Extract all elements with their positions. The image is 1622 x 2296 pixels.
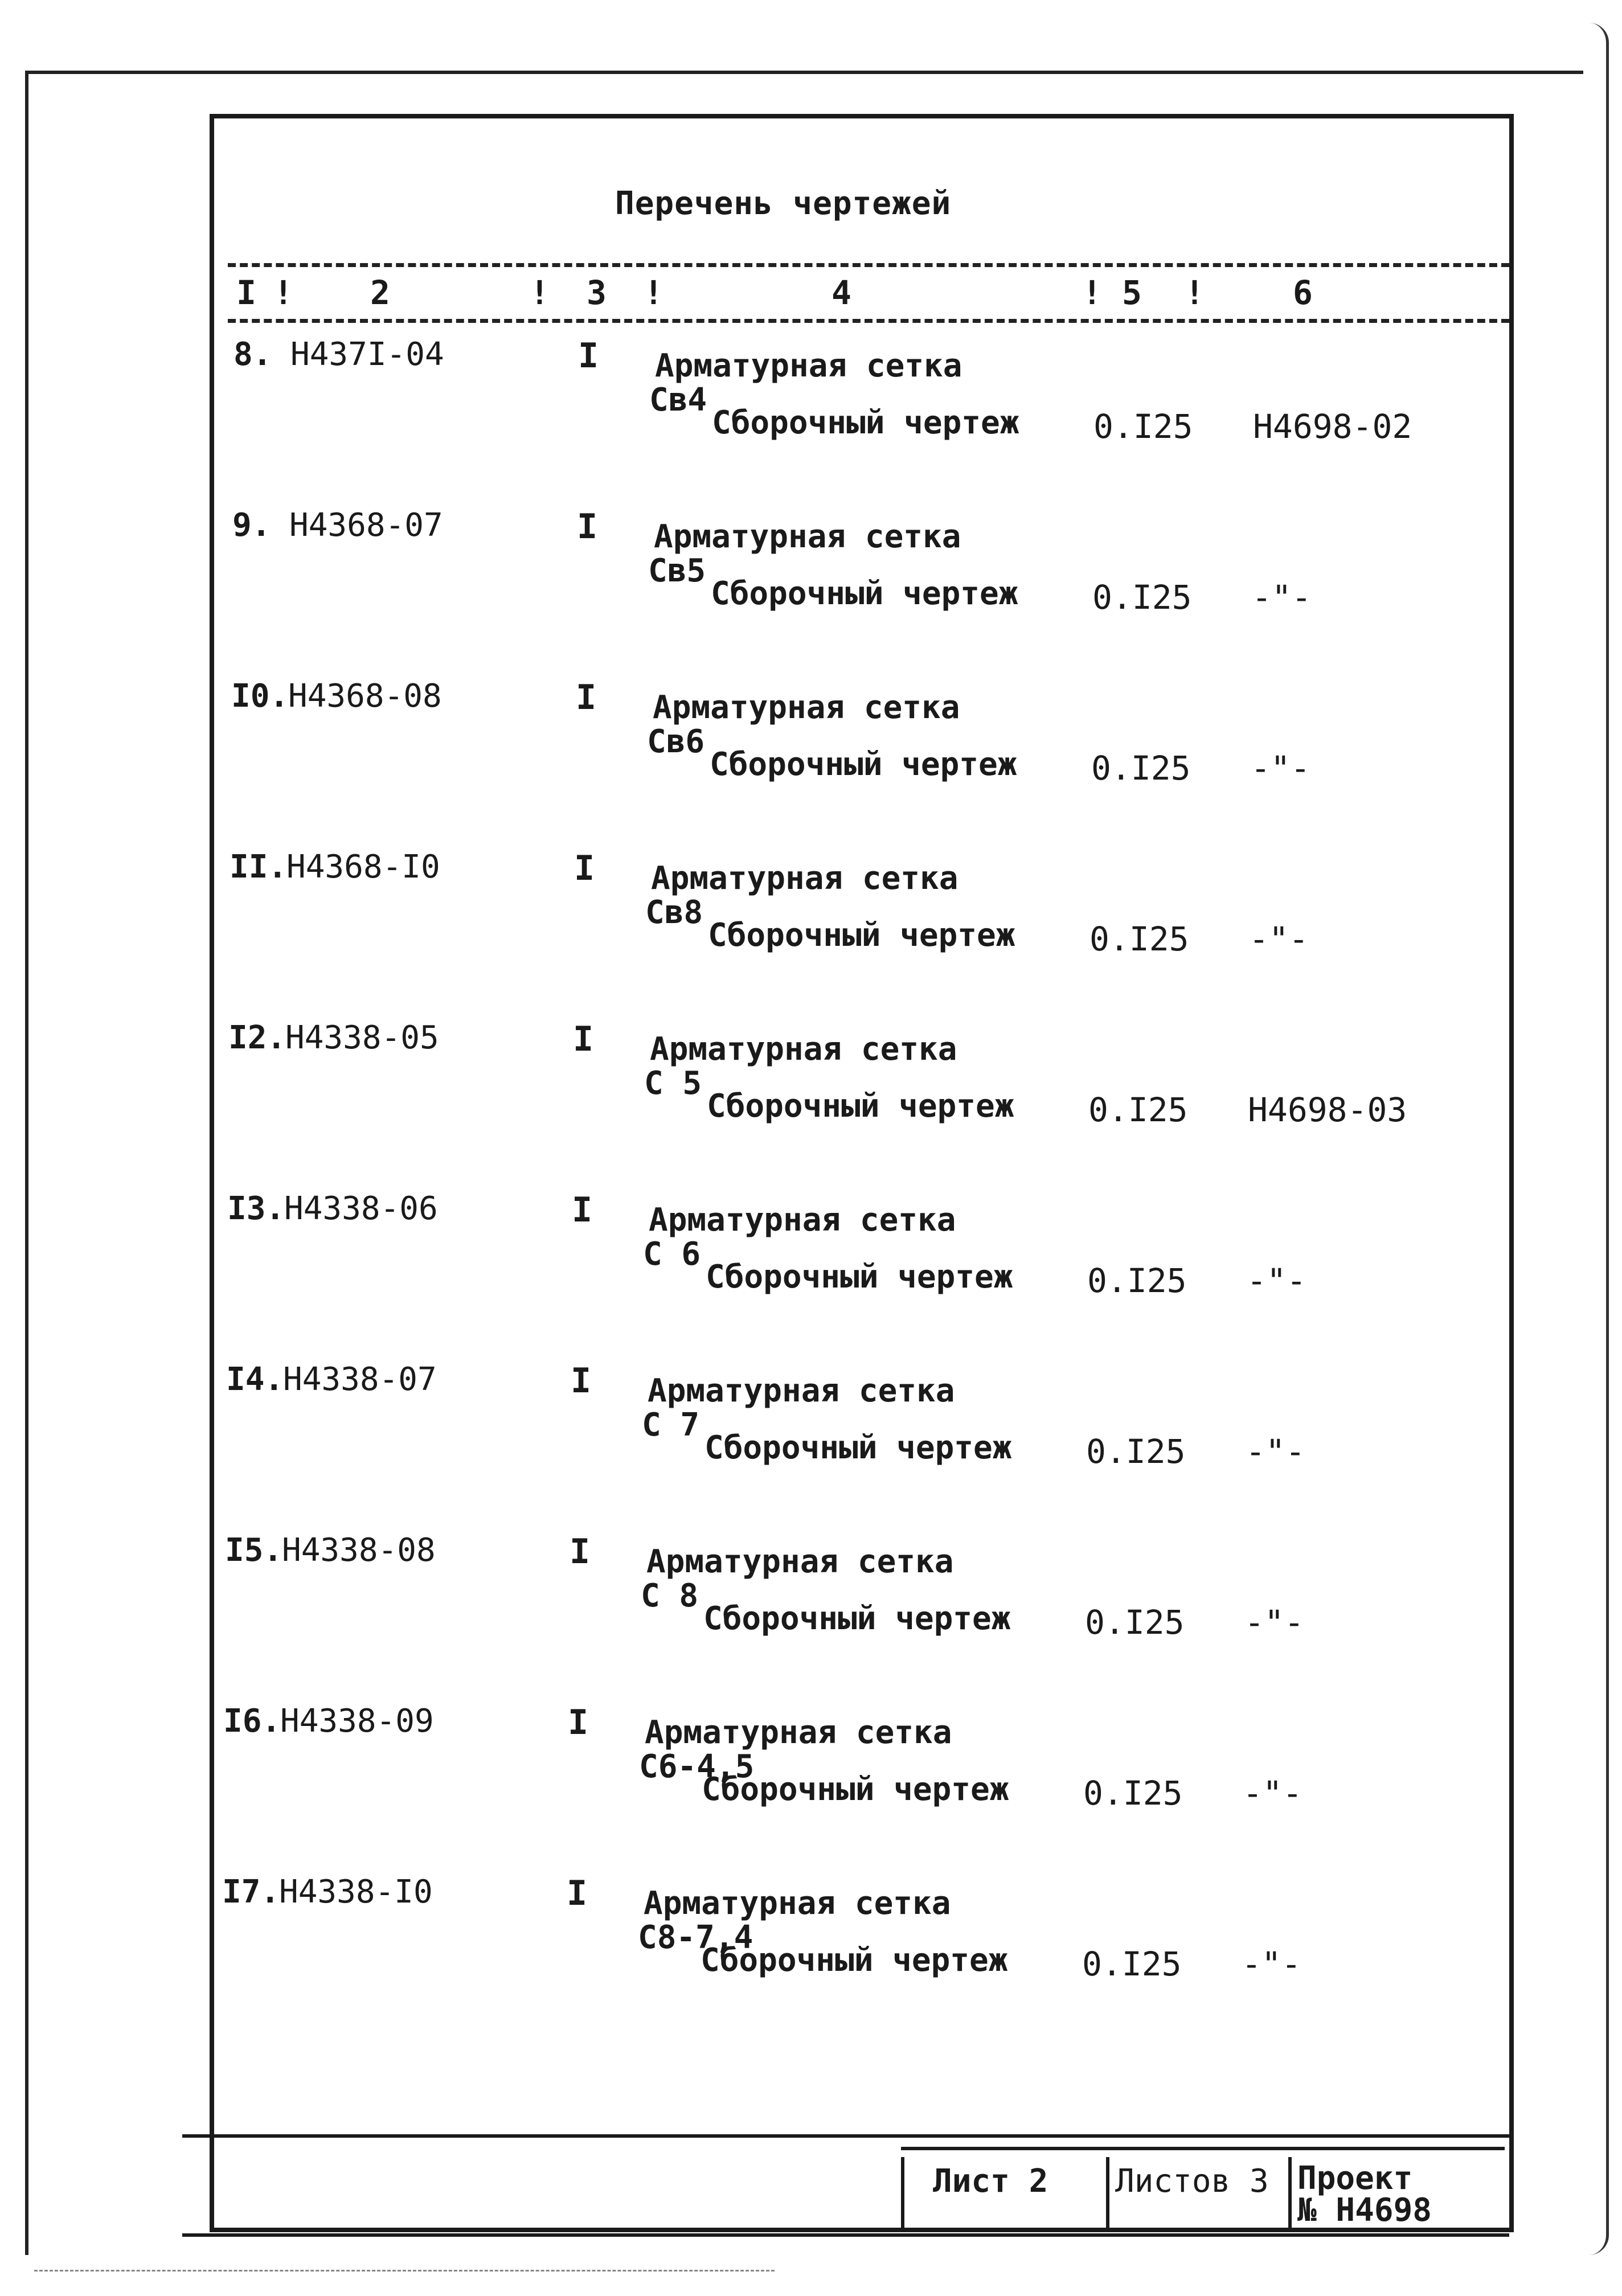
col-header-5: 5 <box>1122 273 1142 312</box>
row-number: I3. <box>227 1190 285 1227</box>
reference-note: -"- <box>1252 578 1312 617</box>
sheet-quantity: I <box>567 1873 588 1913</box>
header-bottom-rule <box>228 319 1509 323</box>
col-header-3: 3 <box>587 273 607 312</box>
item-name: Арматурная сетка <box>645 1714 952 1751</box>
reference-note: -"- <box>1243 1774 1302 1813</box>
col-separator: ! <box>273 273 293 312</box>
row-number: I0. <box>231 678 289 715</box>
scale-value: 0.I25 <box>1087 1261 1187 1300</box>
list-item <box>0 1532 1622 1703</box>
reference-note: -"- <box>1246 1432 1305 1471</box>
scale-value: 0.I25 <box>1089 920 1189 958</box>
reference-note: -"- <box>1244 1603 1304 1642</box>
list-item <box>0 1873 1622 2044</box>
item-name: Арматурная сетка <box>650 1031 957 1068</box>
drawing-code: H4338-I0 <box>279 1873 433 1910</box>
item-mark: Св4 <box>649 382 707 419</box>
col-separator: ! <box>530 273 550 312</box>
scale-value: 0.I25 <box>1091 749 1191 788</box>
sheet-quantity: I <box>571 1361 592 1401</box>
sheets-count-label: Листов 3 <box>1115 2163 1269 2200</box>
drawing-type: Сборочный чертеж <box>711 575 1018 612</box>
scale-value: 0.I25 <box>1083 1774 1183 1813</box>
col-separator: ! <box>644 273 663 312</box>
item-mark: Св5 <box>648 552 706 589</box>
title-block-rule <box>901 2147 1505 2150</box>
item-mark: С6-4,5 <box>639 1748 755 1785</box>
reference-note: H4698-02 <box>1253 407 1412 446</box>
col-header-4: 4 <box>832 273 851 312</box>
drawing-type: Сборочный чертеж <box>708 917 1015 954</box>
drawing-type: Сборочный чертеж <box>707 1088 1014 1125</box>
scan-edge-line <box>34 2270 775 2272</box>
list-item <box>0 507 1622 678</box>
item-name: Арматурная сетка <box>655 347 962 384</box>
list-item <box>0 848 1622 1019</box>
sheet-label: Лист 2 <box>933 2163 1048 2200</box>
item-name: Арматурная сетка <box>651 860 959 897</box>
row-number: I7. <box>222 1873 280 1910</box>
col-separator: ! <box>1185 273 1205 312</box>
item-name: Арматурная сетка <box>654 518 961 555</box>
reference-note: -"- <box>1249 920 1309 958</box>
row-number: 9. <box>232 507 271 544</box>
project-label: Проект <box>1297 2160 1413 2197</box>
sheet-quantity: I <box>578 336 599 376</box>
list-item <box>0 1019 1622 1190</box>
row-number: I2. <box>228 1019 286 1056</box>
drawing-code: H4338-06 <box>284 1190 438 1227</box>
sheets-count-cell <box>1106 2157 1288 2231</box>
item-mark: Св8 <box>645 894 703 931</box>
item-mark: С 8 <box>641 1577 699 1614</box>
col-separator: ! <box>1082 273 1102 312</box>
drawing-type: Сборочный чертеж <box>712 404 1019 441</box>
drawing-type: Сборочный чертеж <box>701 1942 1008 1979</box>
sheet-quantity: I <box>572 1190 593 1230</box>
sheet-quantity: I <box>577 507 598 547</box>
drawing-code: H4368-08 <box>288 678 442 715</box>
reference-note: -"- <box>1242 1945 1301 1983</box>
sheet-quantity: I <box>570 1532 591 1572</box>
row-number: 8. <box>234 336 272 373</box>
drawing-code: H4368-07 <box>289 507 443 544</box>
col-header-6: 6 <box>1293 273 1313 312</box>
sheet-quantity: I <box>574 848 595 888</box>
drawing-type: Сборочный чертеж <box>706 1258 1013 1295</box>
sheet-cell <box>901 2157 1106 2231</box>
drawing-type: Сборочный чертеж <box>704 1429 1012 1466</box>
sheet-quantity: I <box>568 1703 589 1742</box>
list-item <box>0 336 1622 507</box>
item-mark: С 7 <box>642 1407 700 1444</box>
scale-value: 0.I25 <box>1092 578 1192 617</box>
col-header-1: I <box>236 273 256 312</box>
drawing-type: Сборочный чертеж <box>702 1771 1009 1808</box>
reference-note: -"- <box>1251 749 1310 788</box>
row-number: I4. <box>226 1361 284 1398</box>
item-name: Арматурная сетка <box>646 1543 954 1580</box>
list-item <box>0 1703 1622 1873</box>
drawing-code: H4338-09 <box>280 1703 434 1740</box>
drawing-type: Сборочный чертеж <box>703 1600 1011 1637</box>
list-item <box>0 678 1622 848</box>
drawing-code: H4368-I0 <box>286 848 440 885</box>
item-mark: С 5 <box>644 1065 702 1102</box>
row-number: I6. <box>223 1703 281 1740</box>
scale-value: 0.I25 <box>1085 1603 1185 1642</box>
item-name: Арматурная сетка <box>649 1202 956 1239</box>
row-number: II. <box>230 848 288 885</box>
drawing-code: H437I-04 <box>290 336 444 373</box>
item-name: Арматурная сетка <box>648 1372 955 1409</box>
drawing-code: H4338-08 <box>282 1532 436 1569</box>
item-mark: С 6 <box>643 1236 701 1273</box>
drawing-type: Сборочный чертеж <box>710 746 1017 783</box>
scale-value: 0.I25 <box>1093 407 1193 446</box>
scale-value: 0.I25 <box>1082 1945 1182 1983</box>
item-name: Арматурная сетка <box>644 1885 951 1922</box>
item-name: Арматурная сетка <box>653 689 960 726</box>
sheet-quantity: I <box>573 1019 594 1059</box>
sheet-quantity: I <box>576 678 597 718</box>
scale-value: 0.I25 <box>1088 1090 1188 1129</box>
row-number: I5. <box>225 1532 283 1569</box>
page-title: Перечень чертежей <box>615 185 952 222</box>
item-mark: Св6 <box>647 723 705 760</box>
header-top-rule <box>228 263 1509 267</box>
drawing-code: H4338-07 <box>283 1361 437 1398</box>
col-header-2: 2 <box>370 273 390 312</box>
project-cell <box>1288 2157 1505 2231</box>
list-item <box>0 1190 1622 1361</box>
reference-note: -"- <box>1247 1261 1306 1300</box>
reference-note: H4698-03 <box>1248 1090 1407 1129</box>
item-mark: С8-7,4 <box>638 1919 753 1956</box>
scale-value: 0.I25 <box>1086 1432 1186 1471</box>
drawing-code: H4338-05 <box>285 1019 439 1056</box>
list-item <box>0 1361 1622 1532</box>
project-number: № H4698 <box>1297 2192 1432 2229</box>
